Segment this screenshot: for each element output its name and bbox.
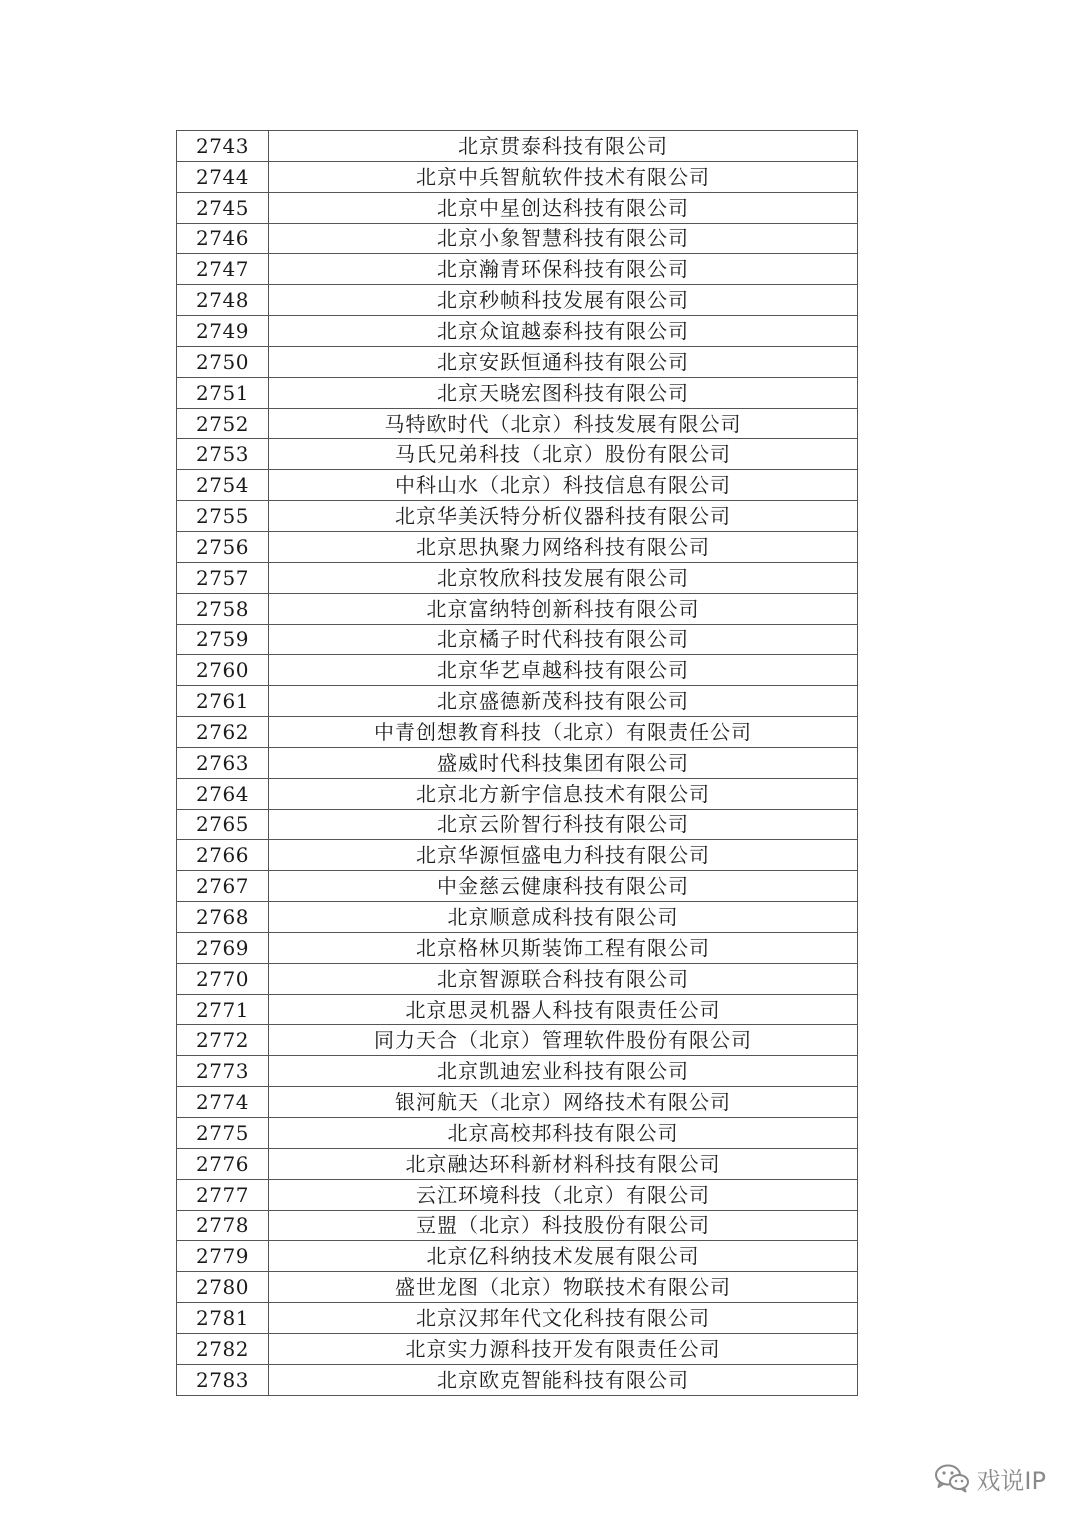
table-row [177,871,858,902]
company-name: 豆盟（北京）科技股份有限公司 [269,1210,858,1241]
row-number: 2754 [177,470,269,501]
table-row [177,809,858,840]
row-number: 2748 [177,285,269,316]
table-row [177,1179,858,1210]
row-number: 2779 [177,1241,269,1272]
row-number: 2766 [177,840,269,871]
table-row [177,1303,858,1334]
row-number: 2743 [177,131,269,162]
table-row [177,593,858,624]
table-row [177,717,858,748]
company-name: 北京思灵机器人科技有限责任公司 [269,994,858,1025]
table-row [177,747,858,778]
company-name: 北京高校邦科技有限公司 [269,1118,858,1149]
table-row [177,1087,858,1118]
company-name: 北京实力源科技开发有限责任公司 [269,1333,858,1364]
company-name: 北京华源恒盛电力科技有限公司 [269,840,858,871]
row-number: 2777 [177,1179,269,1210]
row-number: 2768 [177,902,269,933]
company-name: 北京北方新宇信息技术有限公司 [269,778,858,809]
company-name: 北京顺意成科技有限公司 [269,902,858,933]
row-number: 2750 [177,346,269,377]
watermark [934,1460,1046,1496]
row-number: 2746 [177,223,269,254]
company-name: 北京智源联合科技有限公司 [269,963,858,994]
row-number: 2749 [177,316,269,347]
table-row [177,655,858,686]
row-number: 2770 [177,963,269,994]
row-number: 2756 [177,531,269,562]
row-number: 2751 [177,377,269,408]
table-body [177,131,858,1396]
company-name: 中金慈云健康科技有限公司 [269,871,858,902]
table-row [177,285,858,316]
table-row [177,470,858,501]
row-number: 2771 [177,994,269,1025]
company-name: 北京融达环科新材料科技有限公司 [269,1148,858,1179]
table-row [177,1364,858,1395]
table-row [177,346,858,377]
company-name: 北京瀚青环保科技有限公司 [269,254,858,285]
company-name: 盛世龙图（北京）物联技术有限公司 [269,1272,858,1303]
table-row [177,439,858,470]
company-name: 北京云阶智行科技有限公司 [269,809,858,840]
table-row [177,254,858,285]
row-number: 2769 [177,932,269,963]
company-name: 北京格林贝斯装饰工程有限公司 [269,932,858,963]
row-number: 2744 [177,161,269,192]
company-name: 北京众谊越泰科技有限公司 [269,316,858,347]
row-number: 2775 [177,1118,269,1149]
table-row [177,501,858,532]
company-name: 北京安跃恒通科技有限公司 [269,346,858,377]
company-name: 北京富纳特创新科技有限公司 [269,593,858,624]
row-number: 2745 [177,192,269,223]
company-name: 北京华艺卓越科技有限公司 [269,655,858,686]
company-name: 北京华美沃特分析仪器科技有限公司 [269,501,858,532]
row-number: 2781 [177,1303,269,1334]
row-number: 2765 [177,809,269,840]
company-name: 北京天晓宏图科技有限公司 [269,377,858,408]
table-row [177,1118,858,1149]
table-row [177,1056,858,1087]
table-row [177,1210,858,1241]
company-name: 盛威时代科技集团有限公司 [269,747,858,778]
row-number: 2772 [177,1025,269,1056]
table-row [177,624,858,655]
company-name: 北京亿科纳技术发展有限公司 [269,1241,858,1272]
table-row [177,161,858,192]
row-number: 2776 [177,1148,269,1179]
table-row [177,531,858,562]
company-name: 北京思执聚力网络科技有限公司 [269,531,858,562]
company-name: 同力天合（北京）管理软件股份有限公司 [269,1025,858,1056]
table-row [177,1333,858,1364]
row-number: 2759 [177,624,269,655]
row-number: 2753 [177,439,269,470]
company-name: 云江环境科技（北京）有限公司 [269,1179,858,1210]
table-row [177,1272,858,1303]
row-number: 2761 [177,686,269,717]
company-name: 北京小象智慧科技有限公司 [269,223,858,254]
row-number: 2774 [177,1087,269,1118]
company-name: 北京中兵智航软件技术有限公司 [269,161,858,192]
company-name: 马氏兄弟科技（北京）股份有限公司 [269,439,858,470]
row-number: 2763 [177,747,269,778]
table-row [177,840,858,871]
company-name: 北京中星创达科技有限公司 [269,192,858,223]
company-name: 北京橘子时代科技有限公司 [269,624,858,655]
company-name: 银河航天（北京）网络技术有限公司 [269,1087,858,1118]
company-name: 北京牧欣科技发展有限公司 [269,562,858,593]
table-row [177,994,858,1025]
company-name: 马特欧时代（北京）科技发展有限公司 [269,408,858,439]
table-row [177,902,858,933]
row-number: 2780 [177,1272,269,1303]
table-row [177,778,858,809]
table-row [177,562,858,593]
table-row [177,1241,858,1272]
row-number: 2760 [177,655,269,686]
row-number: 2752 [177,408,269,439]
table-row [177,1148,858,1179]
row-number: 2782 [177,1333,269,1364]
row-number: 2757 [177,562,269,593]
company-list-table [176,130,858,1396]
company-name: 北京凯迪宏业科技有限公司 [269,1056,858,1087]
row-number: 2783 [177,1364,269,1395]
watermark-text: 戏说IP [976,1466,1046,1495]
row-number: 2762 [177,717,269,748]
company-name: 中青创想教育科技（北京）有限责任公司 [269,717,858,748]
company-name: 北京盛德新茂科技有限公司 [269,686,858,717]
company-name: 中科山水（北京）科技信息有限公司 [269,470,858,501]
table-row [177,1025,858,1056]
table-row [177,408,858,439]
wechat-icon [934,1463,970,1493]
table-row [177,223,858,254]
row-number: 2755 [177,501,269,532]
table-row [177,377,858,408]
row-number: 2764 [177,778,269,809]
company-name: 北京汉邦年代文化科技有限公司 [269,1303,858,1334]
table-row [177,192,858,223]
table-row [177,686,858,717]
table-row [177,316,858,347]
row-number: 2758 [177,593,269,624]
company-name: 北京秒帧科技发展有限公司 [269,285,858,316]
row-number: 2778 [177,1210,269,1241]
row-number: 2773 [177,1056,269,1087]
table-row [177,932,858,963]
table-row [177,131,858,162]
row-number: 2767 [177,871,269,902]
company-name: 北京欧克智能科技有限公司 [269,1364,858,1395]
table-row [177,963,858,994]
row-number: 2747 [177,254,269,285]
company-name: 北京贯泰科技有限公司 [269,131,858,162]
